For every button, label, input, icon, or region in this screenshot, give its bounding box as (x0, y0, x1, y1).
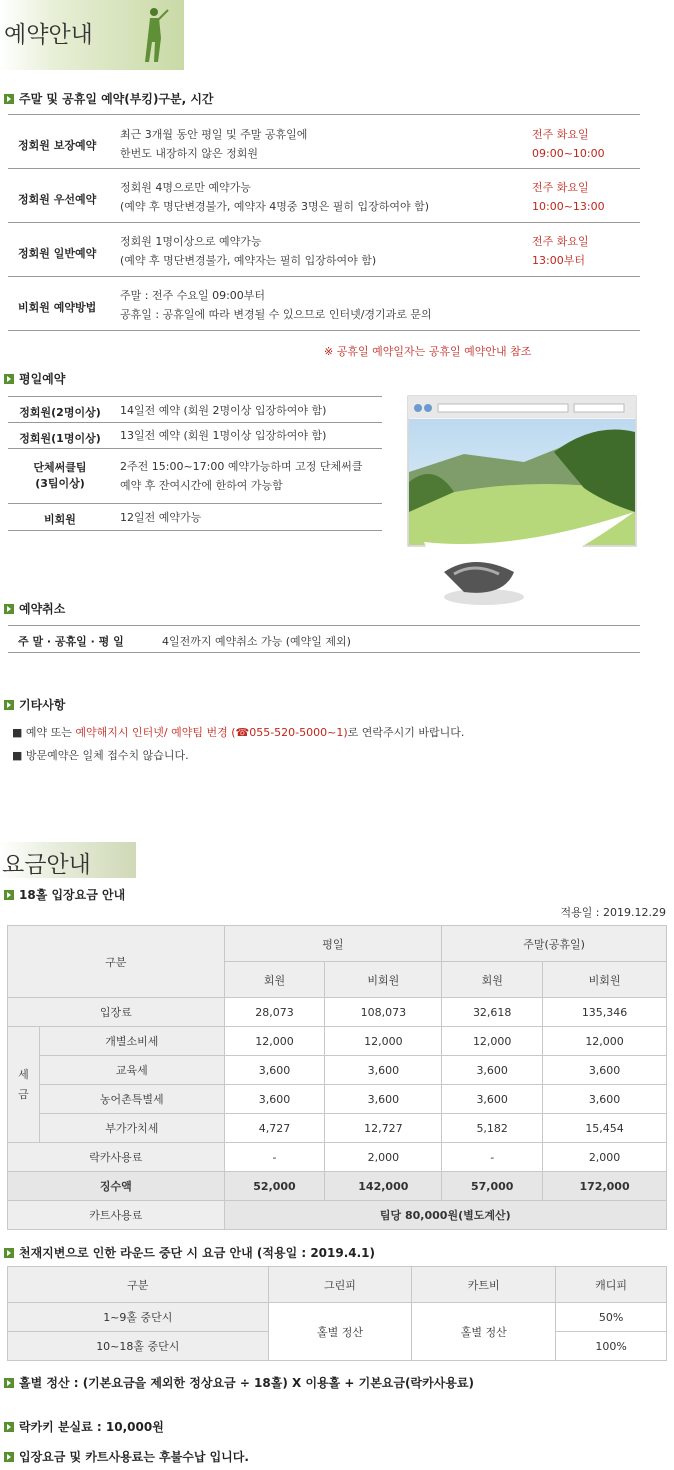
table-row: 부가가치세 4,727 12,727 5,182 15,454 (8, 1114, 667, 1143)
bullet-icon (4, 604, 14, 614)
bullet-icon (4, 700, 14, 710)
weekend-row: 비회원 예약방법 주말 : 전주 수요일 09:00부터 공휴일 : 공휴일에 따라 변경될 수 있으므로 인터넷/경기과로 문의 (8, 277, 640, 331)
table-row: 1~9홀 중단시 홀별 정산 홀별 정산 50% (8, 1303, 667, 1332)
weekend-row: 정회원 일반예약 정회원 1명이상으로 예약가능 (예약 후 명단변경불가, 예약자는 필히 입장하여야 함) 전주 화요일 13:00부터 (8, 223, 640, 277)
cancel-row: 주 말 · 공휴일 · 평 일 4일전까지 예약취소 가능 (예약일 제외) (8, 625, 640, 653)
table-row: 락카사용료 - 2,000 - 2,000 (8, 1143, 667, 1172)
etc-section-title: 기타사항 (4, 696, 65, 713)
holiday-note: ※ 공휴일 예약일자는 공휴일 예약안내 참조 (324, 345, 532, 358)
etc-item: ■ 방문예약은 일체 접수치 않습니다. (12, 749, 189, 762)
table-row: 10~18홀 중단시 100% (8, 1332, 667, 1361)
bullet-icon (4, 1422, 14, 1432)
weekday-row: 정회원(2명이상) 14일전 예약 (회원 2명이상 입장하여야 함) (8, 396, 382, 423)
table-row: 세 금 개별소비세 12,000 12,000 12,000 12,000 (8, 1027, 667, 1056)
table-row: 교육세 3,600 3,600 3,600 3,600 (8, 1056, 667, 1085)
reservation-title: 예약안내 (4, 22, 93, 48)
fee-table: 구분 평일 주말(공휴일) 회원 비회원 회원 비회원 입장료 28,073 108,073 32,618 135,346 세 금 개별소비세 12,000 12,000 12,000 12,000 교육세 3,600 3,600 3,600 3,600 농어촌특별세 3,600 3,600 3,600 3,600 부가가치세 4,727 12,727 5,182 15,454 락카사용료 - 2,000 - 2,000 징수액 52,000 142,000 57,000 172,000 카트사용료 팀당 80,000원(별도계산) (7, 925, 667, 1230)
weekend-row: 정회원 우선예약 정회원 4명으로만 예약가능 (예약 후 명단변경불가, 예약자 4명중 3명은 필히 입장하여야 함) 전주 화요일 10:00~13:00 (8, 169, 640, 223)
cancel-section-title: 예약취소 (4, 600, 65, 617)
weekday-row: 정회원(1명이상) 13일전 예약 (회원 1명이상 입장하여야 함) (8, 423, 382, 449)
weekend-row: 정회원 보장예약 최근 3개월 동안 평일 및 주말 공휴일에 한번도 내장하지 않은 정회원 전주 화요일 09:00~10:00 (8, 114, 640, 169)
etc-item: ■ 예약 또는 예약해지시 인터넷/ 예약팀 번경 (☎055-520-5000~1)로 연락주시기 바랍니다. (12, 726, 465, 739)
note-postpaid: 입장요금 및 카트사용료는 후불수납 입니다. (4, 1448, 249, 1465)
fee-head-weekend: 주말(공휴일) (442, 926, 667, 962)
bullet-icon (4, 1248, 14, 1258)
fees-title: 요금안내 (2, 852, 91, 878)
total-row: 징수액 52,000 142,000 57,000 172,000 (8, 1172, 667, 1201)
table-row: 농어촌특별세 3,600 3,600 3,600 3,600 (8, 1085, 667, 1114)
tax-label: 세 금 (8, 1027, 40, 1143)
fee-head-category: 구분 (8, 926, 225, 998)
weekday-row: 단체써클팀 (3팀이상) 2주전 15:00~17:00 예약가능하며 고정 단체써클 예약 후 잔여시간에 한하여 가능함 (8, 449, 382, 504)
bullet-icon (4, 1378, 14, 1388)
golfer-icon (140, 6, 170, 64)
bullet-icon (4, 94, 14, 104)
bullet-icon (4, 890, 14, 900)
effective-date: 적용일 : 2019.12.29 (560, 906, 666, 919)
rain-section-title: 천재지변으로 인한 라운드 중단 시 요금 안내 (적용일 : 2019.4.1) (4, 1244, 375, 1261)
golf-course-browser-image (404, 392, 640, 614)
table-row: 입장료 28,073 108,073 32,618 135,346 (8, 998, 667, 1027)
fees-header (0, 842, 136, 878)
weekday-section-title: 평일예약 (4, 370, 65, 387)
cart-row: 카트사용료 팀당 80,000원(별도계산) (8, 1201, 667, 1230)
fees-section-title: 18홀 입장요금 안내 (4, 886, 125, 903)
weekday-row: 비회원 12일전 예약가능 (8, 504, 382, 531)
bullet-icon (4, 374, 14, 384)
note-hole-settlement: 홀별 정산 : (기본요금을 제외한 정상요금 ÷ 18홀) X 이용홀 + 기본요금(락카사용료) (4, 1374, 474, 1391)
reservation-header (0, 0, 184, 70)
rain-table: 구분 그린피 카트비 캐디피 1~9홀 중단시 홀별 정산 홀별 정산 50% 10~18홀 중단시 100% (7, 1266, 667, 1361)
fee-head-weekday: 평일 (224, 926, 442, 962)
note-locker-key: 락카키 분실료 : 10,000원 (4, 1418, 164, 1435)
weekend-section-title: 주말 및 공휴일 예약(부킹)구분, 시간 (4, 90, 214, 107)
bullet-icon (4, 1452, 14, 1462)
